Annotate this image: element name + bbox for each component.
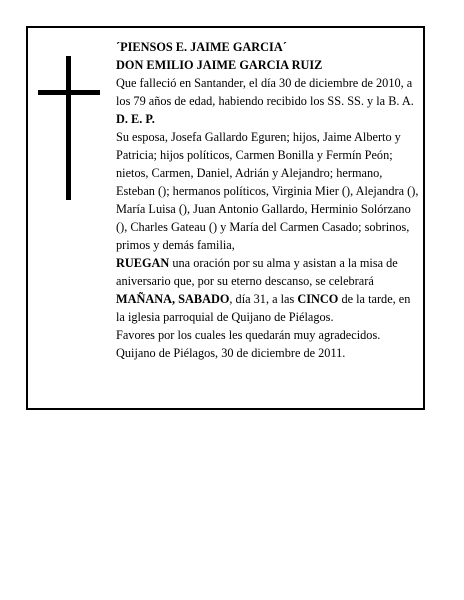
location-text: de la tarde, en la iglesia parroquial de Quijano de Piélagos.	[116, 292, 411, 324]
ruegan-label: RUEGAN	[116, 256, 170, 270]
day-text: , día 31, a las	[229, 292, 298, 306]
cross-icon	[38, 56, 100, 200]
thanks-line: Favores por los cuales les quedarán muy agradecidos.	[116, 328, 381, 342]
death-statement: Que falleció en Santander, el día 30 de diciembre de 2010, a los 79 años de edad, habiendo recibido los SS. SS. y la B. A.	[116, 76, 414, 108]
dep-line: D. E. P.	[116, 112, 155, 126]
notice-text	[116, 38, 422, 362]
place-date: Quijano de Piélagos, 30 de diciembre de 2011.	[116, 346, 346, 360]
request-text: una oración por su alma y asistan a la misa de aniversario que, por su eterno descanso, se celebrará	[116, 256, 398, 288]
manana-sabado: MAÑANA, SABADO	[116, 292, 230, 306]
cinco-label: CINCO	[297, 292, 339, 306]
family-list: Su esposa, Josefa Gallardo Eguren; hijos, Jaime Alberto y Patricia; hijos políticos, Carmen Bonilla y Fermín Peón; nietos, Carmen, Daniel, Adrián y Alejandro; hermano, Esteban (); hermanos políticos, Virginia Mier (), Alejandra (), María Luisa (), Juan Antonio Gallardo, Herminio Solórzano (), Charles Gateau () y María del Carmen Casado; sobrinos, primos y demás familia,	[116, 130, 419, 252]
obituary-notice	[26, 26, 425, 410]
deceased-name: DON EMILIO JAIME GARCIA RUIZ	[116, 58, 323, 72]
company-line: ´PIENSOS E. JAIME GARCIA´	[116, 40, 287, 54]
mass-request	[116, 254, 422, 326]
